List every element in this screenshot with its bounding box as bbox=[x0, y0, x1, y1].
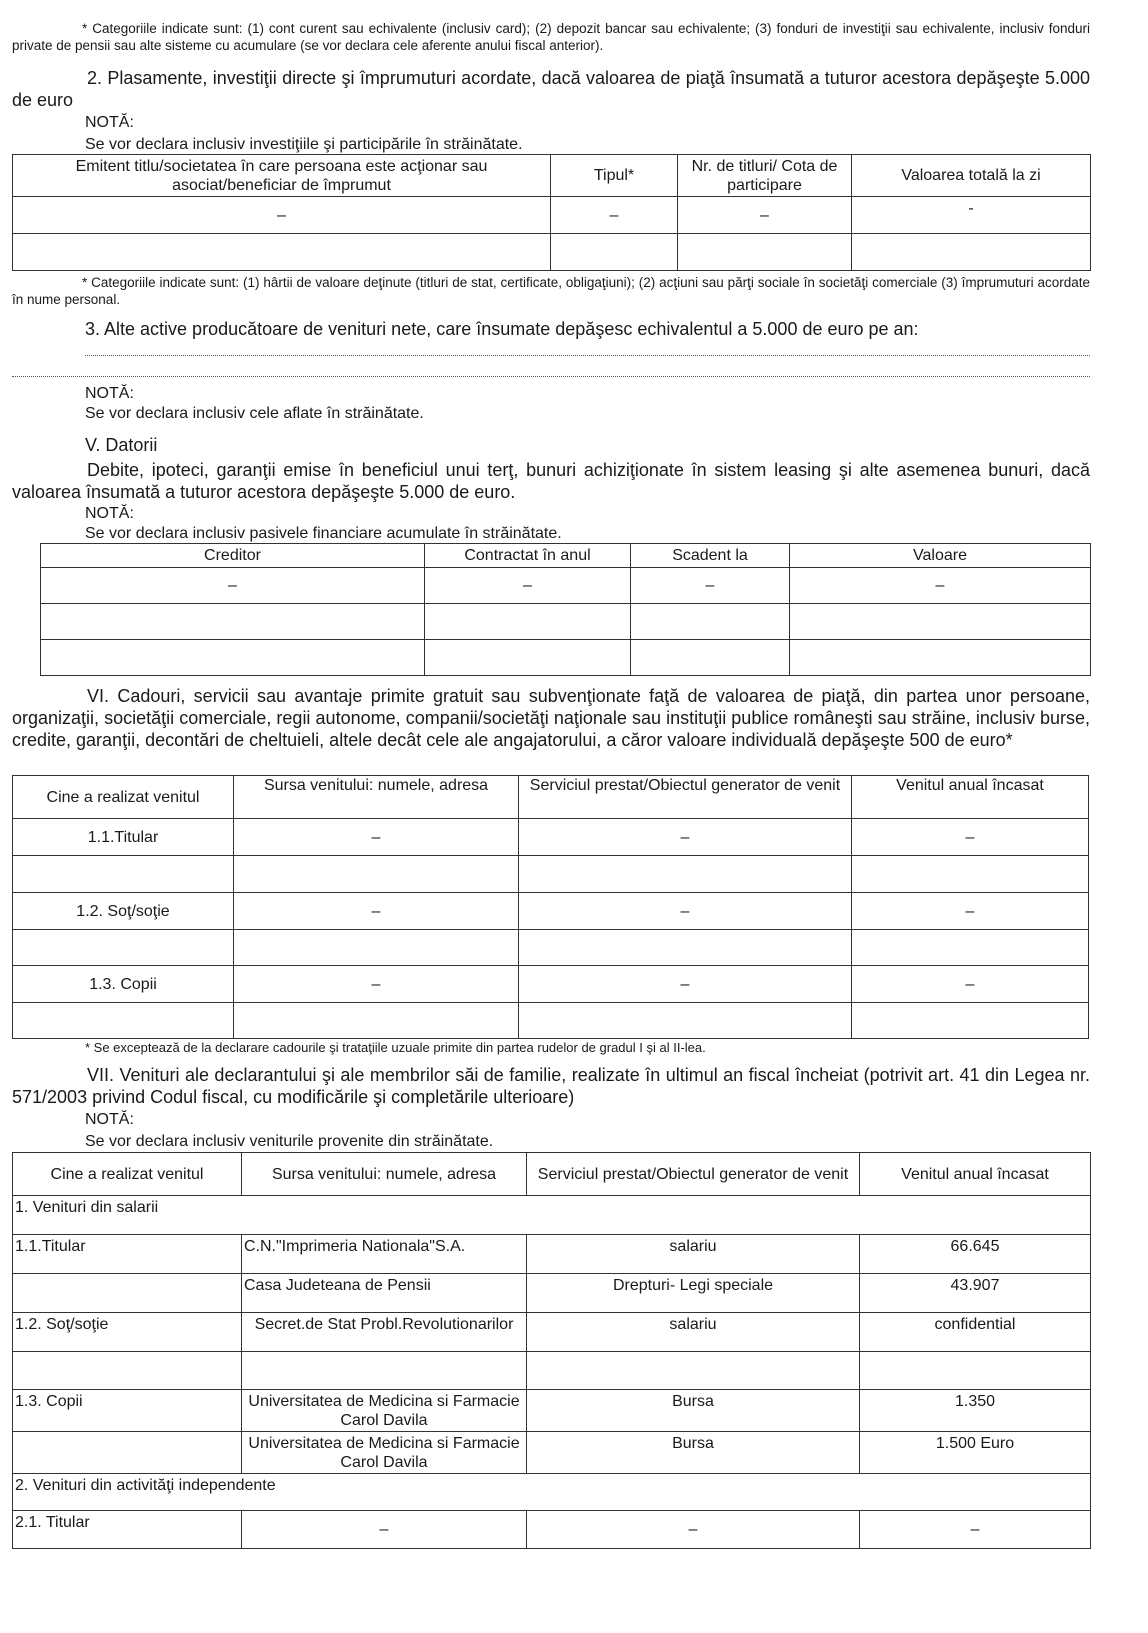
table-cell: – bbox=[519, 893, 852, 930]
column-header: Emitent titlu/societatea în care persoana este acţionar sau asociat/beneficiar de împrumut bbox=[13, 155, 551, 197]
table-cell bbox=[41, 604, 425, 640]
table-cell: Secret.de Stat Probl.Revolutionarilor bbox=[242, 1313, 527, 1352]
footnote-categories-2: * Categoriile indicate sunt: (1) hârtii de valoare deţinute (titluri de stat, certificate, obligaţiuni); (2) acţiuni sau părţi sociale în societăţi comerciale (3) împrumuturi acordate în nume personal. bbox=[12, 275, 1090, 307]
table-cell bbox=[790, 604, 1091, 640]
column-header: Valoarea totală la zi bbox=[852, 155, 1091, 197]
group-salaries-label: 1. Venituri din salarii bbox=[13, 1196, 1091, 1235]
column-header: Cine a realizat venitul bbox=[13, 776, 234, 819]
table-row bbox=[13, 1432, 1091, 1474]
table-cell: – bbox=[631, 568, 790, 604]
table-cell: – bbox=[13, 197, 551, 234]
table-cell: Bursa bbox=[527, 1390, 860, 1432]
table-row bbox=[13, 1390, 1091, 1432]
column-header: Venitul anual încasat bbox=[860, 1153, 1091, 1196]
section-3-title: 3. Alte active producătoare de venituri nete, care însumate depăşesc echivalentul a 5.000 de euro pe an: bbox=[85, 319, 919, 339]
table-row bbox=[13, 1003, 1089, 1039]
table-cell: – bbox=[519, 966, 852, 1003]
table-cell bbox=[519, 856, 852, 893]
table-cell: 1.2. Soţ/soţie bbox=[13, 893, 234, 930]
footnote-gifts: * Se exceptează de la declarare cadourile şi trataţiile uzuale primite din partea rudelor de gradul I şi al II-lea. bbox=[85, 1040, 706, 1055]
column-header: Nr. de titluri/ Cota de participare bbox=[678, 155, 852, 197]
table-group-row bbox=[13, 1474, 1091, 1511]
table-row bbox=[13, 197, 1091, 234]
table-cell: – bbox=[425, 568, 631, 604]
table-cell: – bbox=[519, 819, 852, 856]
table-cell: – bbox=[551, 197, 678, 234]
income-table bbox=[12, 1152, 1091, 1549]
table-cell bbox=[13, 1352, 242, 1390]
section-6-text: VI. Cadouri, servicii sau avantaje primite gratuit sau subvenţionate faţă de valoarea de piaţă, din partea unor persoane, organizaţii, societăţii comerciale, regii autonome, companii/societăţi naţionale sau instituţii publice româneşti sau străine, inclusiv burse, credite, garanţii, decontări de cheltuieli, altele decât cele ale angajatorului, a căror valoare individuală depăşeşte 500 de euro* bbox=[12, 686, 1090, 750]
table-cell bbox=[678, 234, 852, 271]
table-header-row bbox=[41, 544, 1091, 568]
table-cell: 1.3. Copii bbox=[13, 966, 234, 1003]
column-header: Contractat în anul bbox=[425, 544, 631, 568]
table-cell bbox=[13, 1274, 242, 1313]
table-cell bbox=[13, 856, 234, 893]
table-cell: 2.1. Titular bbox=[13, 1511, 242, 1549]
table-row bbox=[13, 893, 1089, 930]
table-cell: – bbox=[234, 819, 519, 856]
table-cell: salariu bbox=[527, 1313, 860, 1352]
table-row bbox=[41, 640, 1091, 676]
table-row bbox=[13, 234, 1091, 271]
table-cell: C.N."Imprimeria Nationala"S.A. bbox=[242, 1235, 527, 1274]
table-cell: – bbox=[234, 893, 519, 930]
section-2-nota-text: Se vor declara inclusiv investiţiile şi participările în străinătate. bbox=[85, 136, 523, 153]
section-7-text: VII. Venituri ale declarantului şi ale membrilor săi de familie, realizate în ultimul an fiscal încheiat (potrivit art. 41 din Legea nr. 571/2003 privind Codul fiscal, cu modificările şi completările ulterioare) bbox=[12, 1065, 1090, 1107]
table-cell: Universitatea de Medicina si Farmacie Carol Davila bbox=[242, 1432, 527, 1474]
table-cell: 43.907 bbox=[860, 1274, 1091, 1313]
table-cell: – bbox=[860, 1511, 1091, 1549]
table-cell: confidential bbox=[860, 1313, 1091, 1352]
table-cell: salariu bbox=[527, 1235, 860, 1274]
table-cell: 1.1.Titular bbox=[13, 1235, 242, 1274]
table-cell: – bbox=[41, 568, 425, 604]
table-cell: Casa Judeteana de Pensii bbox=[242, 1274, 527, 1313]
table-cell bbox=[631, 640, 790, 676]
table-header-row bbox=[13, 1153, 1091, 1196]
table-row bbox=[13, 1274, 1091, 1313]
table-cell bbox=[551, 234, 678, 271]
table-cell bbox=[425, 604, 631, 640]
column-header: Scadent la bbox=[631, 544, 790, 568]
section-3-nota-text: Se vor declara inclusiv cele aflate în străinătate. bbox=[85, 405, 424, 422]
column-header: Sursa venitului: numele, adresa bbox=[242, 1153, 527, 1196]
table-cell bbox=[425, 640, 631, 676]
section-2-nota: NOTĂ: bbox=[85, 114, 134, 131]
table-cell: 1.350 bbox=[860, 1390, 1091, 1432]
table-row bbox=[13, 1511, 1091, 1549]
table-cell bbox=[631, 604, 790, 640]
table-cell bbox=[234, 930, 519, 966]
table-cell bbox=[13, 1003, 234, 1039]
table-cell bbox=[41, 640, 425, 676]
table-cell: 66.645 bbox=[860, 1235, 1091, 1274]
table-cell bbox=[790, 640, 1091, 676]
footnote-categories-1: * Categoriile indicate sunt: (1) cont curent sau echivalente (inclusiv card); (2) depozit bancar sau echivalente; (3) fonduri de investiţii sau echivalente, inclusiv fonduri private de pensii sau alte sisteme cu acumulare (se vor declara cele aferente anului fiscal anterior). bbox=[12, 21, 1090, 53]
table-cell: 1.3. Copii bbox=[13, 1390, 242, 1432]
table-cell: – bbox=[678, 197, 852, 234]
table-group-row bbox=[13, 1196, 1091, 1235]
table-cell: – bbox=[790, 568, 1091, 604]
section-7-nota: NOTĂ: bbox=[85, 1111, 134, 1128]
table-cell: – bbox=[852, 966, 1089, 1003]
table-cell: - bbox=[852, 197, 1091, 234]
table-cell bbox=[852, 234, 1091, 271]
column-header: Serviciul prestat/Obiectul generator de venit bbox=[519, 776, 852, 819]
section-5-title: V. Datorii bbox=[85, 435, 158, 455]
table-cell bbox=[852, 1003, 1089, 1039]
table-cell: 1.500 Euro bbox=[860, 1432, 1091, 1474]
section-7-nota-text: Se vor declara inclusiv veniturile provenite din străinătate. bbox=[85, 1133, 494, 1150]
table-cell: 1.1.Titular bbox=[13, 819, 234, 856]
section-3-nota: NOTĂ: bbox=[85, 385, 134, 402]
table-header-row bbox=[13, 776, 1089, 819]
table-cell bbox=[13, 1432, 242, 1474]
table-cell bbox=[234, 856, 519, 893]
column-header: Creditor bbox=[41, 544, 425, 568]
table-cell bbox=[519, 930, 852, 966]
section-5-text: Debite, ipoteci, garanţii emise în beneficiul unui terţ, bunuri achiziţionate în sistem leasing şi alte asemenea bunuri, dacă valoarea însumată a tuturor acestora depăşeşte 5.000 de euro. bbox=[12, 460, 1090, 502]
section-5-nota-text: Se vor declara inclusiv pasivele financiare acumulate în străinătate. bbox=[85, 525, 562, 542]
table-cell: – bbox=[852, 893, 1089, 930]
table-cell bbox=[519, 1003, 852, 1039]
table-cell bbox=[13, 930, 234, 966]
column-header: Tipul* bbox=[551, 155, 678, 197]
table-row bbox=[13, 819, 1089, 856]
table-cell bbox=[242, 1352, 527, 1390]
table-cell bbox=[234, 1003, 519, 1039]
table-cell bbox=[527, 1352, 860, 1390]
table-row bbox=[13, 856, 1089, 893]
table-row bbox=[13, 1313, 1091, 1352]
table-cell: Bursa bbox=[527, 1432, 860, 1474]
gifts-table bbox=[12, 775, 1089, 1039]
table-row bbox=[13, 966, 1089, 1003]
table-row bbox=[41, 604, 1091, 640]
debts-table bbox=[40, 543, 1091, 676]
table-cell: – bbox=[242, 1511, 527, 1549]
dotted-fill-line bbox=[12, 376, 1090, 377]
table-cell: – bbox=[852, 819, 1089, 856]
column-header: Cine a realizat venitul bbox=[13, 1153, 242, 1196]
table-row bbox=[41, 568, 1091, 604]
table-cell: – bbox=[527, 1511, 860, 1549]
column-header: Serviciul prestat/Obiectul generator de venit bbox=[527, 1153, 860, 1196]
table-cell bbox=[852, 930, 1089, 966]
table-row bbox=[13, 930, 1089, 966]
table-row bbox=[13, 1352, 1091, 1390]
section-5-nota: NOTĂ: bbox=[85, 505, 134, 522]
table-cell: 1.2. Soţ/soţie bbox=[13, 1313, 242, 1352]
section-2-title: 2. Plasamente, investiţii directe şi împrumuturi acordate, dacă valoarea de piaţă însumată a tuturor acestora depăşeşte 5.000 de euro bbox=[12, 68, 1090, 110]
group-independent-label: 2. Venituri din activităţi independente bbox=[13, 1474, 1091, 1511]
table-cell: Drepturi- Legi speciale bbox=[527, 1274, 860, 1313]
table-cell: Universitatea de Medicina si Farmacie Carol Davila bbox=[242, 1390, 527, 1432]
table-row bbox=[13, 1235, 1091, 1274]
table-cell bbox=[852, 856, 1089, 893]
column-header: Valoare bbox=[790, 544, 1091, 568]
investments-table bbox=[12, 154, 1091, 271]
table-cell bbox=[860, 1352, 1091, 1390]
table-cell: – bbox=[234, 966, 519, 1003]
column-header: Sursa venitului: numele, adresa bbox=[234, 776, 519, 819]
column-header: Venitul anual încasat bbox=[852, 776, 1089, 819]
table-header-row bbox=[13, 155, 1091, 197]
dotted-fill-line bbox=[85, 355, 1090, 356]
table-cell bbox=[13, 234, 551, 271]
